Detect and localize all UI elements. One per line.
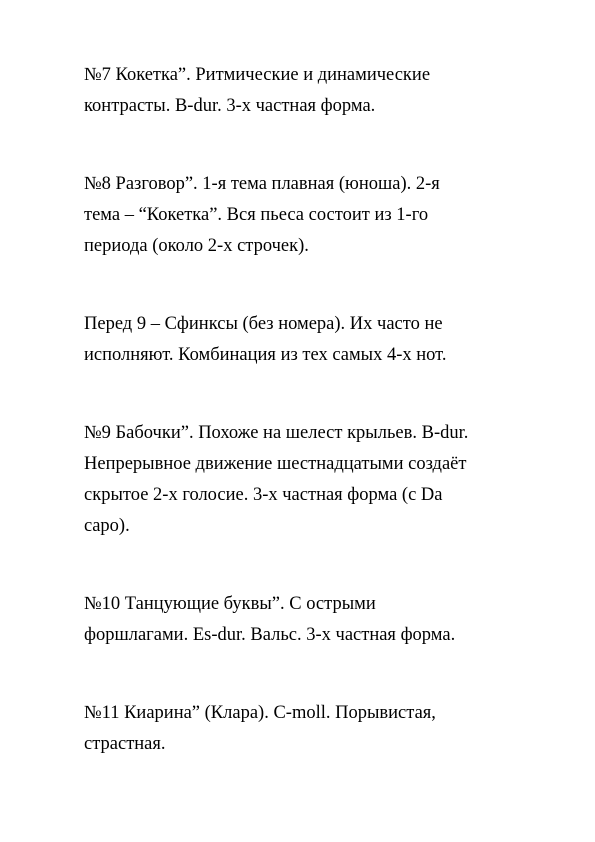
paragraph-no10-dancing-letters xyxy=(84,589,564,651)
text-line: форшлагами. Es-dur. Вальс. 3-х частная форма. xyxy=(84,625,456,645)
paragraph-no8-razgovor xyxy=(84,169,564,262)
text-line: исполняют. Комбинация из тех самых 4-х нот. xyxy=(84,345,447,365)
text-line: №11 Киарина” (Клара). C-moll. Порывистая, xyxy=(84,703,436,723)
text-line: capo). xyxy=(84,516,130,536)
text-line: Непрерывное движение шестнадцатыми создаёт xyxy=(84,454,467,474)
paragraph-sphinxes xyxy=(84,309,564,371)
paragraph-no7-koketka xyxy=(84,60,564,122)
text-line: периода (около 2-х строчек). xyxy=(84,236,309,256)
text-line: тема – “Кокетка”. Вся пьеса состоит из 1-го xyxy=(84,205,429,225)
text-line: контрасты. B-dur. 3-х частная форма. xyxy=(84,96,376,116)
text-line: №8 Разговор”. 1-я тема плавная (юноша). 2-я xyxy=(84,174,440,194)
text-line: №9 Бабочки”. Похоже на шелест крыльев. B-dur. xyxy=(84,423,469,443)
paragraph-no11-chiarina xyxy=(84,698,564,760)
text-line: страстная. xyxy=(84,734,166,754)
text-line: №7 Кокетка”. Ритмические и динамические xyxy=(84,65,431,85)
paragraph-no9-babochki xyxy=(84,418,564,542)
text-line: Перед 9 – Сфинксы (без номера). Их часто не xyxy=(84,314,443,334)
text-line: скрытое 2-х голосие. 3-х частная форма (с Da xyxy=(84,485,443,505)
text-line: №10 Танцующие буквы”. С острыми xyxy=(84,594,376,614)
